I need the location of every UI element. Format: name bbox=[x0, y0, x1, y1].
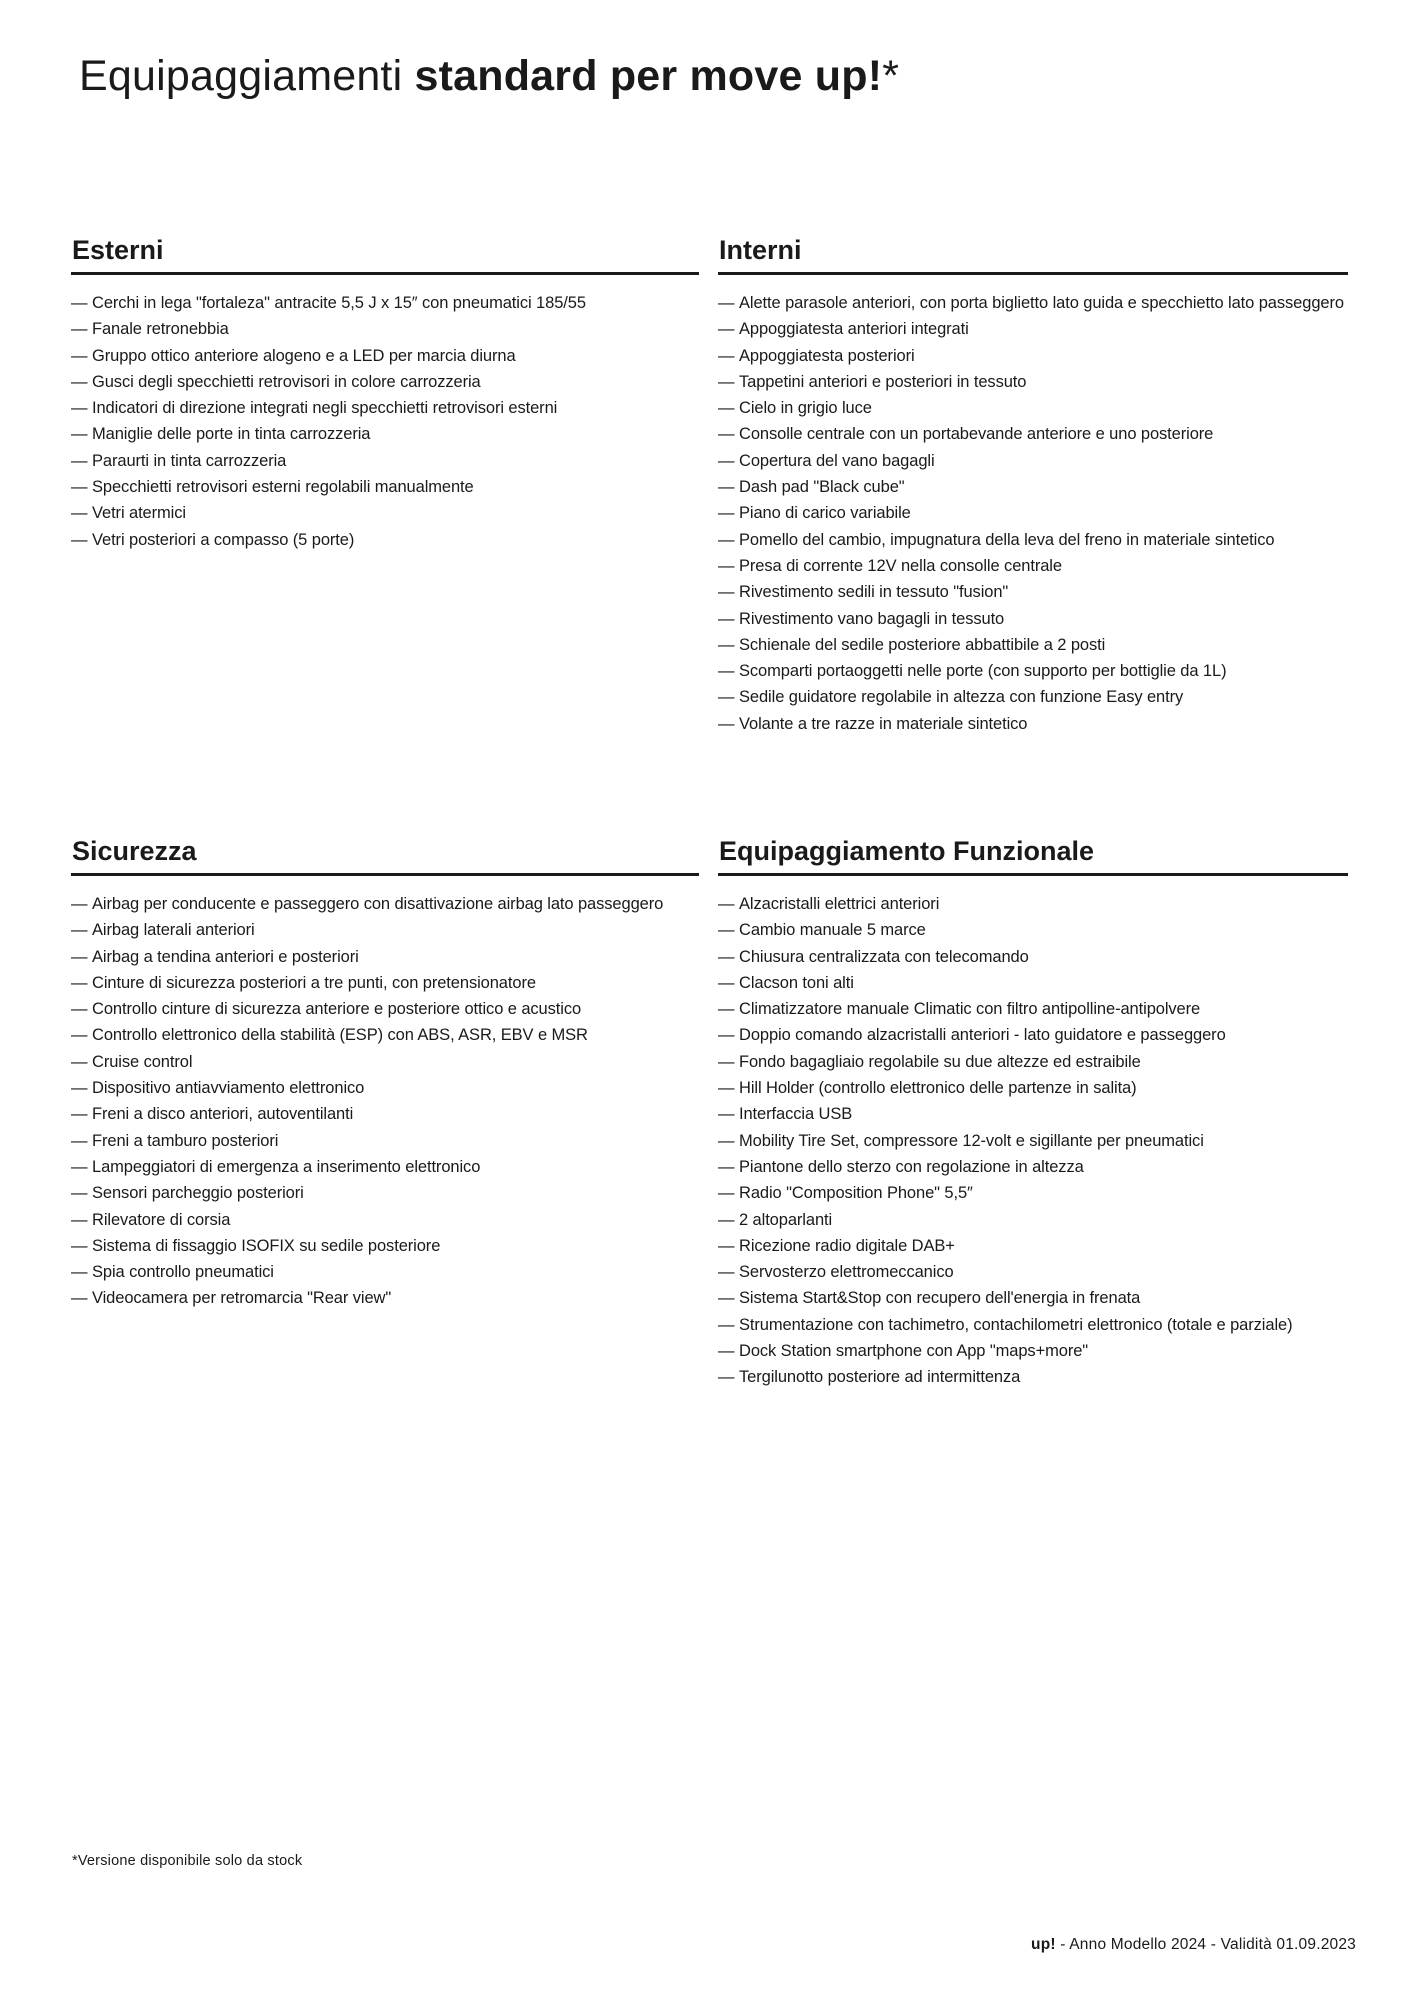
list-item: — Copertura del vano bagagli bbox=[718, 451, 1348, 472]
list-item: — Indicatori di direzione integrati negli specchietti retrovisori esterni bbox=[71, 398, 699, 419]
list-item: — Climatizzatore manuale Climatic con filtro antipolline-antipolvere bbox=[718, 999, 1348, 1020]
page-title bbox=[79, 52, 899, 101]
list-item: — Rivestimento vano bagagli in tessuto bbox=[718, 609, 1348, 630]
list-item: — Gruppo ottico anteriore alogeno e a LED per marcia diurna bbox=[71, 346, 699, 367]
footnote: *Versione disponibile solo da stock bbox=[72, 1853, 303, 1869]
list-item: — Airbag laterali anteriori bbox=[71, 920, 699, 941]
section-heading-interni: Interni bbox=[718, 232, 1348, 275]
section-heading-esterni: Esterni bbox=[71, 232, 699, 275]
list-item: — Vetri atermici bbox=[71, 503, 699, 524]
list-item: — Dock Station smartphone con App "maps+more" bbox=[718, 1341, 1348, 1362]
list-item: — Controllo cinture di sicurezza anteriore e posteriore ottico e acustico bbox=[71, 999, 699, 1020]
list-item: — Presa di corrente 12V nella consolle centrale bbox=[718, 556, 1348, 577]
list-item: — Tergilunotto posteriore ad intermittenza bbox=[718, 1367, 1348, 1388]
list-item: — Appoggiatesta anteriori integrati bbox=[718, 319, 1348, 340]
list-item: — 2 altoparlanti bbox=[718, 1210, 1348, 1231]
list-item: — Maniglie delle porte in tinta carrozzeria bbox=[71, 424, 699, 445]
list-interni bbox=[718, 275, 1348, 735]
list-item: — Cambio manuale 5 marce bbox=[718, 920, 1348, 941]
list-item: — Alzacristalli elettrici anteriori bbox=[718, 894, 1348, 915]
list-item: — Servosterzo elettromeccanico bbox=[718, 1262, 1348, 1283]
list-item: — Cielo in grigio luce bbox=[718, 398, 1348, 419]
list-item: — Interfaccia USB bbox=[718, 1104, 1348, 1125]
section-equipaggiamento-funzionale bbox=[718, 833, 1348, 1394]
list-item: — Cerchi in lega "fortaleza" antracite 5,5 J x 15″ con pneumatici 185/55 bbox=[71, 293, 699, 314]
title-asterisk: * bbox=[882, 52, 900, 100]
list-item: — Gusci degli specchietti retrovisori in colore carrozzeria bbox=[71, 372, 699, 393]
list-item: — Fondo bagagliaio regolabile su due altezze ed estraibile bbox=[718, 1052, 1348, 1073]
footer-brand: up! bbox=[1031, 1936, 1056, 1953]
list-item: — Airbag a tendina anteriori e posteriori bbox=[71, 947, 699, 968]
list-item: — Piantone dello sterzo con regolazione in altezza bbox=[718, 1157, 1348, 1178]
list-sicurezza bbox=[71, 876, 699, 1309]
footer-validity: - Anno Modello 2024 - Validità 01.09.2023 bbox=[1055, 1936, 1356, 1953]
list-item: — Controllo elettronico della stabilità (ESP) con ABS, ASR, EBV e MSR bbox=[71, 1025, 699, 1046]
list-item: — Volante a tre razze in materiale sintetico bbox=[718, 714, 1348, 735]
list-item: — Ricezione radio digitale DAB+ bbox=[718, 1236, 1348, 1257]
list-item: — Consolle centrale con un portabevande anteriore e uno posteriore bbox=[718, 424, 1348, 445]
list-item: — Appoggiatesta posteriori bbox=[718, 346, 1348, 367]
list-item: — Sistema Start&Stop con recupero dell'energia in frenata bbox=[718, 1288, 1348, 1309]
list-item: — Strumentazione con tachimetro, contachilometri elettronico (totale e parziale) bbox=[718, 1315, 1348, 1336]
list-item: — Dispositivo antiavviamento elettronico bbox=[71, 1078, 699, 1099]
list-item: — Specchietti retrovisori esterni regolabili manualmente bbox=[71, 477, 699, 498]
list-item: — Doppio comando alzacristalli anteriori - lato guidatore e passeggero bbox=[718, 1025, 1348, 1046]
list-item: — Sensori parcheggio posteriori bbox=[71, 1183, 699, 1204]
section-heading-equipaggiamento-funzionale: Equipaggiamento Funzionale bbox=[718, 833, 1348, 876]
list-item: — Piano di carico variabile bbox=[718, 503, 1348, 524]
list-item: — Chiusura centralizzata con telecomando bbox=[718, 947, 1348, 968]
page-footer bbox=[1031, 1936, 1356, 1954]
section-heading-sicurezza: Sicurezza bbox=[71, 833, 699, 876]
list-equipaggiamento-funzionale bbox=[718, 876, 1348, 1388]
list-item: — Cruise control bbox=[71, 1052, 699, 1073]
list-item: — Fanale retronebbia bbox=[71, 319, 699, 340]
section-sicurezza bbox=[71, 833, 699, 1315]
list-item: — Spia controllo pneumatici bbox=[71, 1262, 699, 1283]
list-item: — Cinture di sicurezza posteriori a tre punti, con pretensionatore bbox=[71, 973, 699, 994]
list-item: — Alette parasole anteriori, con porta biglietto lato guida e specchietto lato passeggero bbox=[718, 293, 1348, 314]
list-item: — Videocamera per retromarcia "Rear view" bbox=[71, 1288, 699, 1309]
list-item: — Vetri posteriori a compasso (5 porte) bbox=[71, 530, 699, 551]
list-item: — Schienale del sedile posteriore abbattibile a 2 posti bbox=[718, 635, 1348, 656]
list-item: — Lampeggiatori di emergenza a inserimento elettronico bbox=[71, 1157, 699, 1178]
list-item: — Dash pad "Black cube" bbox=[718, 477, 1348, 498]
list-item: — Scomparti portaoggetti nelle porte (con supporto per bottiglie da 1L) bbox=[718, 661, 1348, 682]
list-item: — Freni a tamburo posteriori bbox=[71, 1131, 699, 1152]
list-item: — Paraurti in tinta carrozzeria bbox=[71, 451, 699, 472]
list-esterni bbox=[71, 275, 699, 551]
section-esterni bbox=[71, 232, 699, 556]
list-item: — Rilevatore di corsia bbox=[71, 1210, 699, 1231]
list-item: — Sistema di fissaggio ISOFIX su sedile posteriore bbox=[71, 1236, 699, 1257]
section-interni bbox=[718, 232, 1348, 740]
list-item: — Tappetini anteriori e posteriori in tessuto bbox=[718, 372, 1348, 393]
list-item: — Rivestimento sedili in tessuto "fusion" bbox=[718, 582, 1348, 603]
title-bold: standard per move up! bbox=[414, 52, 883, 100]
list-item: — Pomello del cambio, impugnatura della leva del freno in materiale sintetico bbox=[718, 530, 1348, 551]
list-item: — Hill Holder (controllo elettronico delle partenze in salita) bbox=[718, 1078, 1348, 1099]
list-item: — Clacson toni alti bbox=[718, 973, 1348, 994]
title-light: Equipaggiamenti bbox=[79, 52, 415, 100]
list-item: — Airbag per conducente e passeggero con disattivazione airbag lato passeggero bbox=[71, 894, 699, 915]
list-item: — Mobility Tire Set, compressore 12-volt e sigillante per pneumatici bbox=[718, 1131, 1348, 1152]
list-item: — Radio "Composition Phone" 5,5″ bbox=[718, 1183, 1348, 1204]
list-item: — Sedile guidatore regolabile in altezza con funzione Easy entry bbox=[718, 687, 1348, 708]
list-item: — Freni a disco anteriori, autoventilanti bbox=[71, 1104, 699, 1125]
